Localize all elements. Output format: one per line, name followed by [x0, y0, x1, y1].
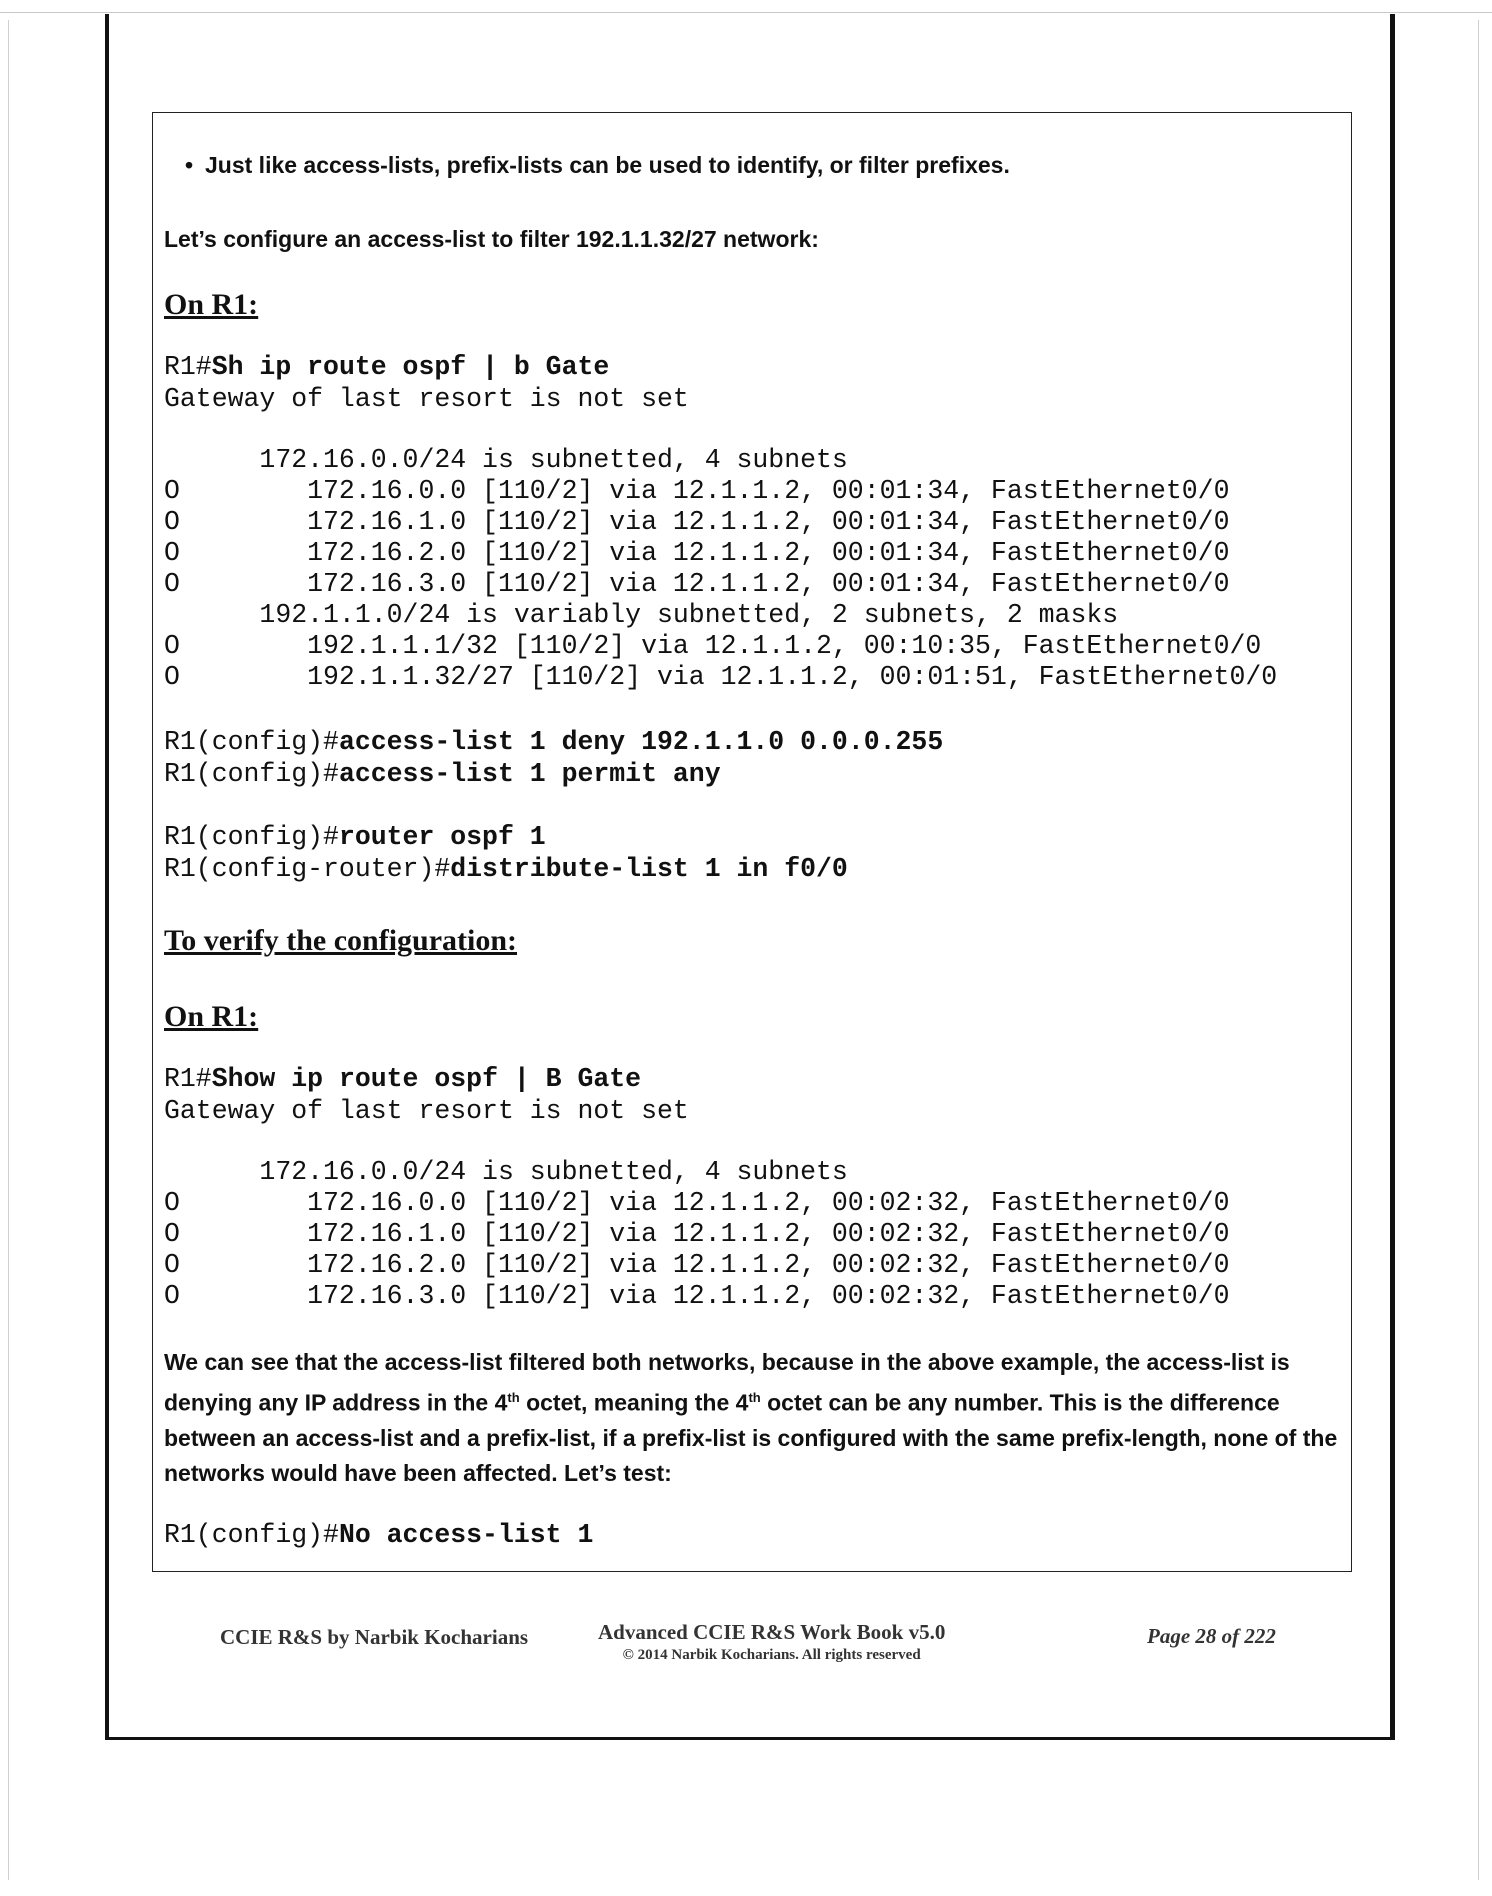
- explain-text: octet, meaning the 4: [519, 1389, 749, 1416]
- route-table-2: [164, 1157, 1229, 1312]
- explanation-paragraph: [164, 1345, 1344, 1491]
- route-row: 192.1.1.0/24 is variably subnetted, 2 subnets, 2 masks: [164, 600, 1119, 630]
- prompt: R1(config)#: [164, 759, 339, 789]
- page-border-left: [105, 14, 109, 1740]
- command: router ospf 1: [338, 822, 546, 852]
- route-table-1: [164, 445, 1277, 693]
- superscript: th: [507, 1390, 520, 1405]
- explain-text: We can see that the access-list filtered both networks, because in the above example, the access-list is denying any IP address in the 4: [164, 1349, 1290, 1416]
- prompt: R1#: [164, 1064, 212, 1094]
- footer-book-title: Advanced CCIE R&S Work Book v5.0: [598, 1620, 946, 1644]
- command: Show ip route ospf | B Gate: [211, 1064, 642, 1094]
- heading-verify: To verify the configuration:: [164, 924, 518, 957]
- config-line: [164, 727, 943, 758]
- route-row: O 172.16.3.0 [110/2] via 12.1.1.2, 00:01:34, FastEthernet0/0: [164, 569, 1230, 599]
- config-line: [164, 822, 546, 853]
- command: distribute-list 1 in f0/0: [450, 854, 848, 884]
- prompt: R1(config)#: [164, 1520, 339, 1550]
- prompt: R1(config)#: [164, 822, 339, 852]
- page-border-right: [1390, 14, 1395, 1740]
- config-line: [164, 759, 721, 790]
- command: Sh ip route ospf | b Gate: [211, 352, 610, 382]
- footer-book: [598, 1620, 945, 1664]
- heading-on-r1: On R1:: [164, 288, 259, 321]
- footer-copyright: © 2014 Narbik Kocharians. All rights reserved: [622, 1647, 921, 1663]
- route-row: O 172.16.2.0 [110/2] via 12.1.1.2, 00:02:32, FastEthernet0/0: [164, 1250, 1230, 1280]
- footer-page-number: Page 28 of 222: [1147, 1624, 1276, 1648]
- scan-right-edge: [1478, 20, 1479, 1880]
- gateway-line: Gateway of last resort is not set: [164, 384, 689, 414]
- command-line: [164, 1064, 641, 1095]
- command: access-list 1 deny 192.1.1.0 0.0.0.255: [338, 727, 944, 757]
- route-row: O 172.16.0.0 [110/2] via 12.1.1.2, 00:02:32, FastEthernet0/0: [164, 1188, 1230, 1218]
- scan-left-edge: [8, 20, 9, 1880]
- prompt: R1#: [164, 352, 212, 382]
- gateway-line: Gateway of last resort is not set: [164, 1096, 689, 1126]
- route-row: O 172.16.3.0 [110/2] via 12.1.1.2, 00:02:32, FastEthernet0/0: [164, 1281, 1230, 1311]
- explain-text: octet can be any number. This is the difference between an access-list and a prefix-list, if a prefix-list is configured with the same prefix-length, none of the networks would have been affected. Let’s test:: [164, 1389, 1338, 1486]
- heading-on-r1: On R1:: [164, 1000, 259, 1033]
- route-row: O 172.16.0.0 [110/2] via 12.1.1.2, 00:01:34, FastEthernet0/0: [164, 476, 1230, 506]
- scan-top-edge: [0, 12, 1492, 13]
- route-row: 172.16.0.0/24 is subnetted, 4 subnets: [164, 445, 848, 475]
- intro-text: Let’s configure an access-list to filter 192.1.1.32/27 network:: [164, 226, 819, 252]
- command: No access-list 1: [338, 1520, 594, 1550]
- footer-author: CCIE R&S by Narbik Kocharians: [220, 1625, 529, 1649]
- prompt: R1(config)#: [164, 727, 339, 757]
- route-row: O 172.16.2.0 [110/2] via 12.1.1.2, 00:01:34, FastEthernet0/0: [164, 538, 1230, 568]
- page-border-bottom: [105, 1737, 1395, 1740]
- bullet-dot-icon: •: [185, 152, 194, 178]
- route-row: O 172.16.1.0 [110/2] via 12.1.1.2, 00:01:34, FastEthernet0/0: [164, 507, 1230, 537]
- command: access-list 1 permit any: [338, 759, 721, 789]
- route-row: 172.16.0.0/24 is subnetted, 4 subnets: [164, 1157, 848, 1187]
- route-row: O 192.1.1.32/27 [110/2] via 12.1.1.2, 00:01:51, FastEthernet0/0: [164, 662, 1278, 692]
- bullet-item: [185, 152, 1010, 179]
- command-line: [164, 352, 609, 383]
- prompt: R1(config-router)#: [164, 854, 451, 884]
- bullet-text: Just like access-lists, prefix-lists can be used to identify, or filter prefixes.: [205, 152, 1010, 178]
- final-command-line: [164, 1520, 593, 1551]
- superscript: th: [748, 1390, 761, 1405]
- config-line: [164, 854, 848, 885]
- route-row: O 192.1.1.1/32 [110/2] via 12.1.1.2, 00:10:35, FastEthernet0/0: [164, 631, 1262, 661]
- route-row: O 172.16.1.0 [110/2] via 12.1.1.2, 00:02:32, FastEthernet0/0: [164, 1219, 1230, 1249]
